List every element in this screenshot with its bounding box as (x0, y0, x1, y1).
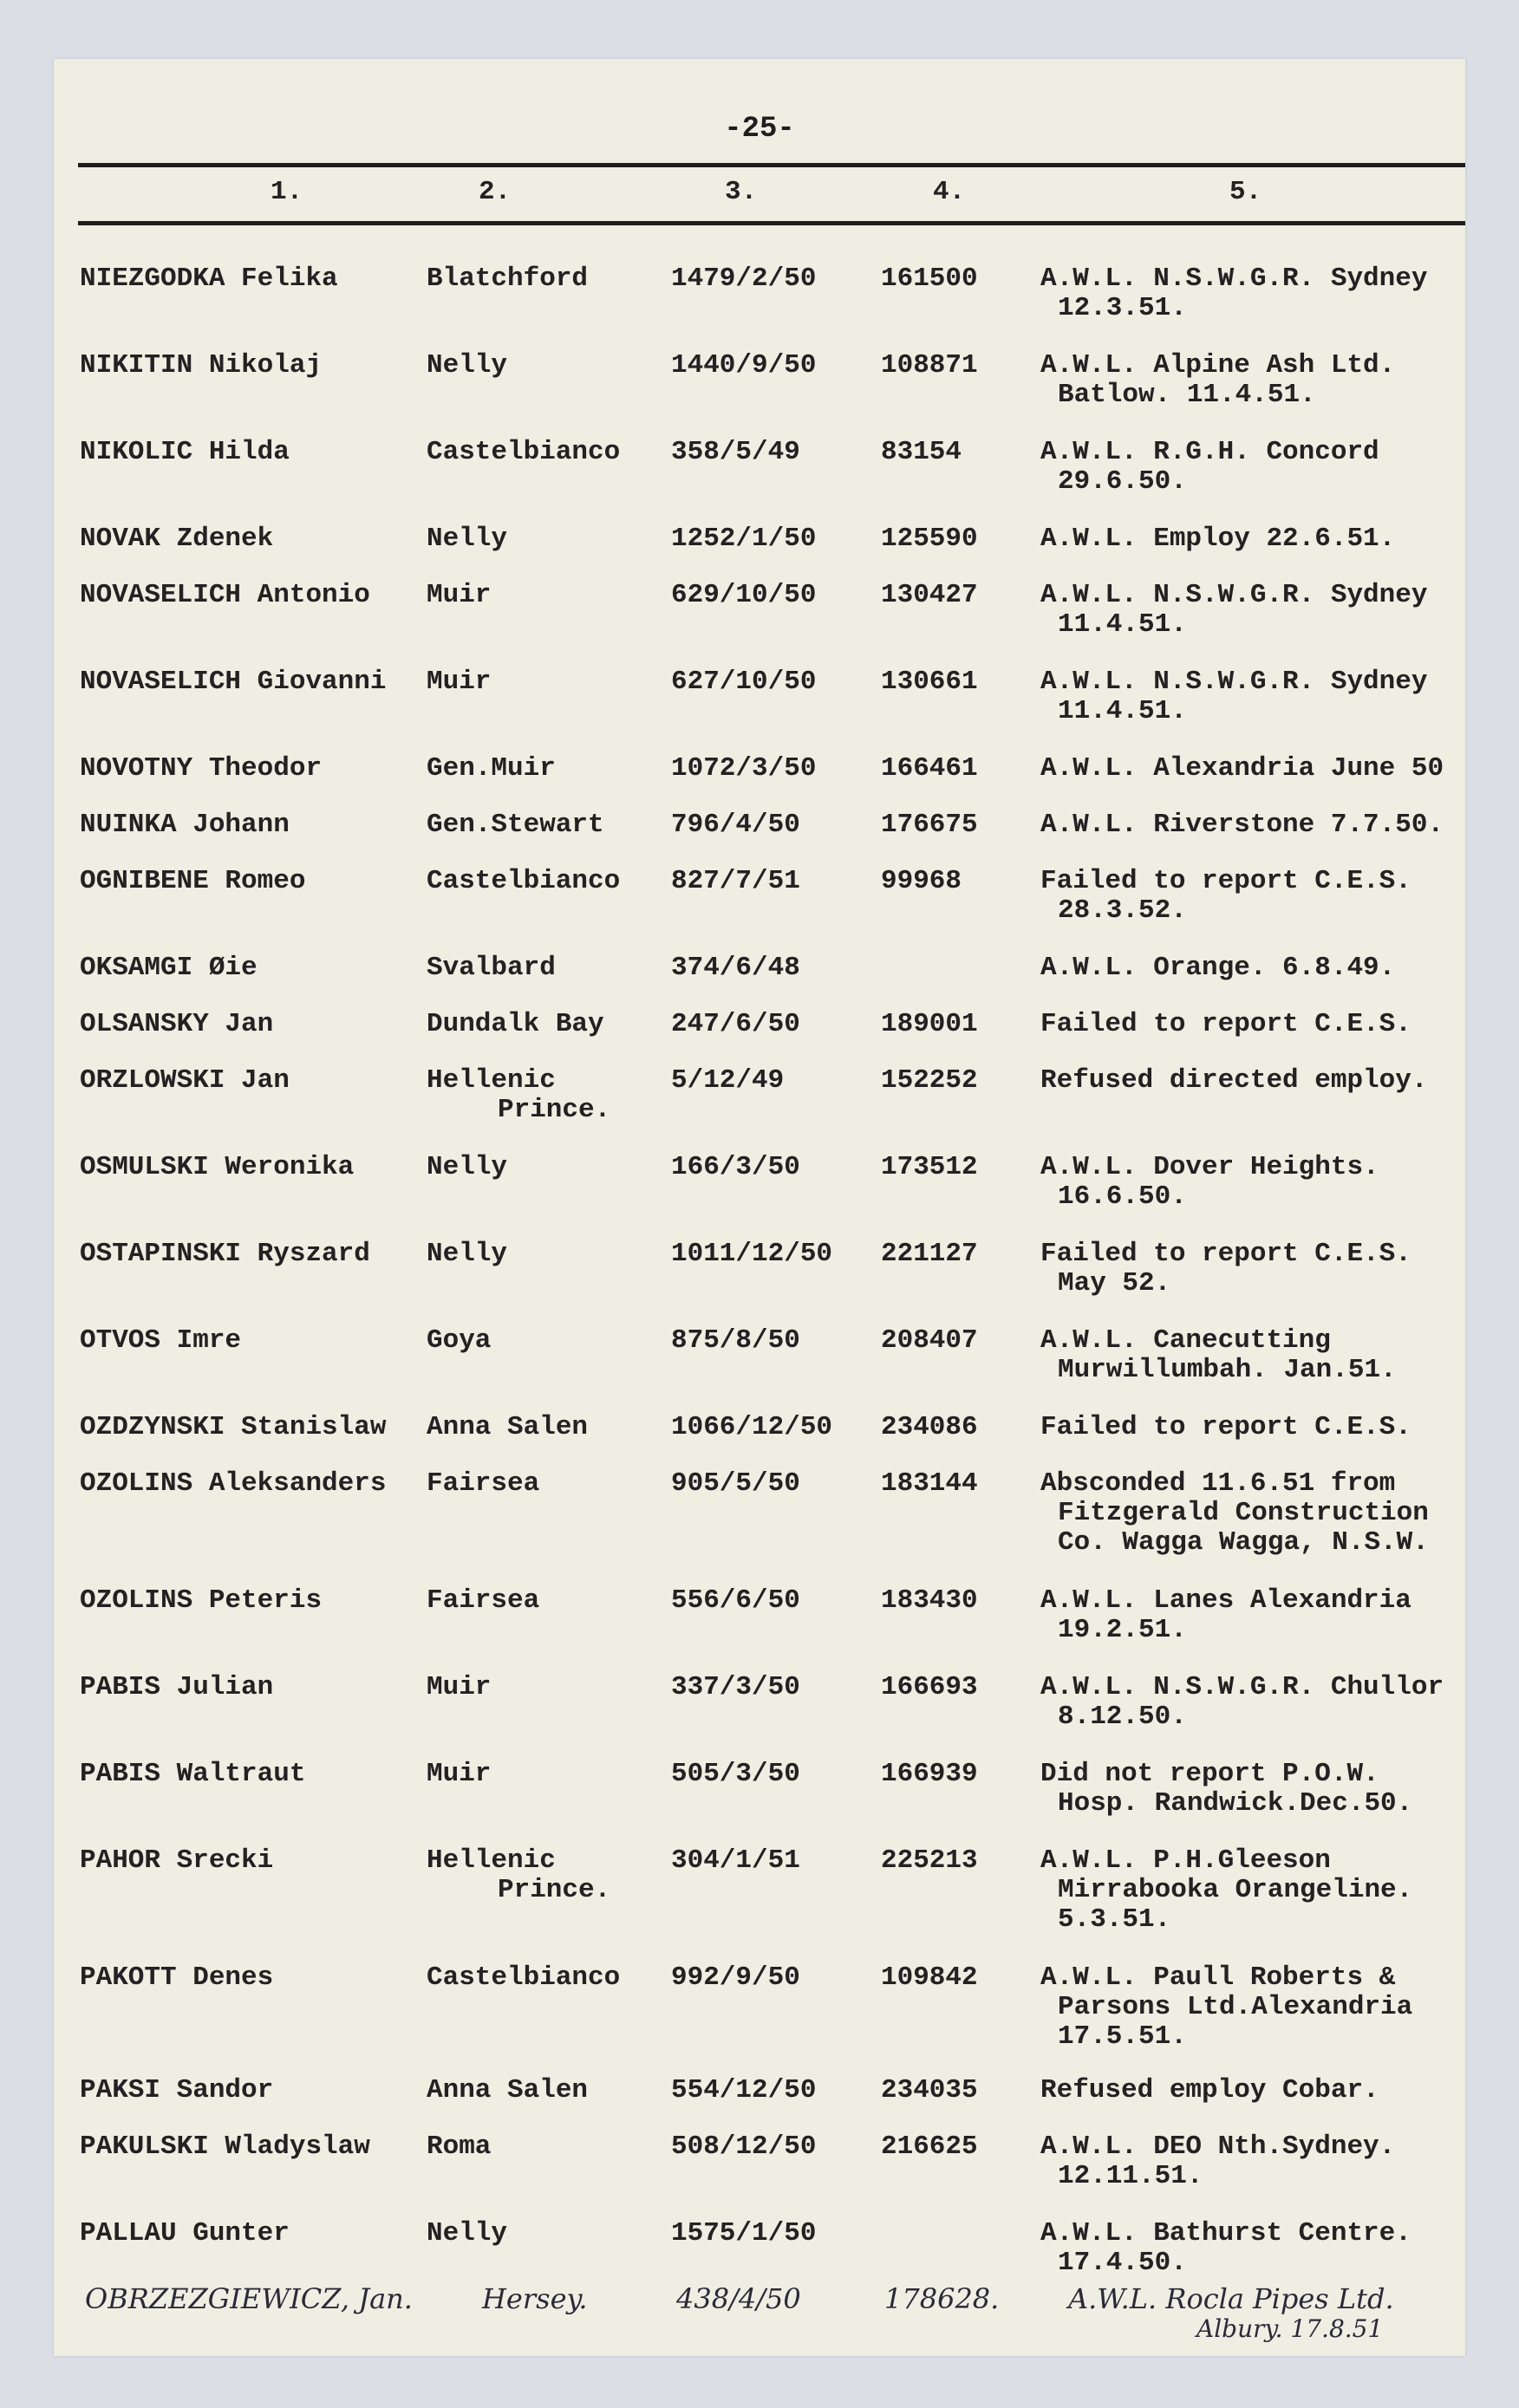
row-ref: 337/3/50 (671, 1672, 800, 1702)
row-remarks-line-1: A.W.L. R.G.H. Concord (1040, 437, 1379, 467)
row-number: 216625 (881, 2131, 978, 2162)
row-remarks: Refused directed employ. (1040, 1065, 1428, 1096)
row-ref: 358/5/49 (671, 437, 800, 467)
row-ship: Castelbianco (427, 1962, 621, 1993)
column-header-1: 1. (271, 177, 303, 207)
row-remarks: A.W.L. Riverstone 7.7.50. (1040, 810, 1444, 840)
row-remarks-line-1: A.W.L. P.H.Gleeson (1040, 1845, 1331, 1876)
row-name: PALLAU Gunter (80, 2218, 290, 2249)
row-number: 183144 (881, 1468, 978, 1499)
row-ship-line-2: Prince. (498, 1875, 611, 1905)
row-ship: Goya (427, 1325, 492, 1356)
row-ship: Muir (427, 580, 492, 610)
row-remarks-line-3: 17.5.51. (1058, 2021, 1187, 2052)
row-number: 166461 (881, 753, 978, 784)
row-remarks-line-2: 29.6.50. (1058, 466, 1187, 497)
row-remarks-line-1: Failed to report C.E.S. (1040, 866, 1411, 896)
row-ref: 1011/12/50 (671, 1239, 833, 1269)
row-remarks-line-2: 12.3.51. (1058, 293, 1187, 323)
row-number: 152252 (881, 1065, 978, 1096)
row-ship: Blatchford (427, 264, 589, 294)
row-number: 221127 (881, 1239, 978, 1269)
row-ref: 1440/9/50 (671, 350, 817, 381)
row-remarks-line-1: A.W.L. Dover Heights. (1040, 1152, 1379, 1182)
row-remarks-line-1: Failed to report C.E.S. (1040, 1239, 1411, 1269)
row-name: NOVAK Zdenek (80, 524, 274, 554)
row-ref: 629/10/50 (671, 580, 817, 610)
row-ref: 1066/12/50 (671, 1412, 833, 1442)
row-name: OTVOS Imre (80, 1325, 242, 1356)
row-number: 234035 (881, 2075, 978, 2105)
row-remarks: A.W.L. Alexandria June 50 (1040, 753, 1444, 784)
handwritten-remarks-line-2: Albury. 17.8.51 (1196, 2314, 1384, 2343)
row-remarks-line-1: A.W.L. Alpine Ash Ltd. (1040, 350, 1396, 381)
row-remarks-line-3: Co. Wagga Wagga, N.S.W. (1058, 1527, 1429, 1558)
row-ref: 1575/1/50 (671, 2218, 817, 2249)
row-remarks-line-1: A.W.L. Lanes Alexandria (1040, 1585, 1411, 1616)
row-remarks: Refused employ Cobar. (1040, 2075, 1379, 2105)
row-name: NIEZGODKA Felika (80, 264, 338, 294)
row-ship: Fairsea (427, 1468, 540, 1499)
row-name: PAKOTT Denes (80, 1962, 274, 1993)
row-remarks: Failed to report C.E.S. (1040, 1009, 1411, 1039)
row-ref: 556/6/50 (671, 1585, 800, 1616)
row-remarks-line-1: A.W.L. Paull Roberts & (1040, 1962, 1396, 1993)
row-remarks-line-2: 11.4.51. (1058, 609, 1187, 640)
row-name: PABIS Julian (80, 1672, 274, 1702)
column-header-4: 4. (933, 177, 966, 207)
row-remarks-line-2: Murwillumbah. Jan.51. (1058, 1355, 1397, 1385)
row-ship: Castelbianco (427, 866, 621, 896)
row-remarks-line-1: A.W.L. DEO Nth.Sydney. (1040, 2131, 1396, 2162)
row-number: 108871 (881, 350, 978, 381)
row-number: 208407 (881, 1325, 978, 1356)
row-ref: 875/8/50 (671, 1325, 800, 1356)
row-ref: 304/1/51 (671, 1845, 800, 1876)
row-number: 189001 (881, 1009, 978, 1039)
row-remarks-line-2: 17.4.50. (1058, 2248, 1187, 2278)
row-number: 99968 (881, 866, 962, 896)
row-remarks-line-1: Absconded 11.6.51 from (1040, 1468, 1396, 1499)
row-remarks-line-2: Fitzgerald Construction (1058, 1498, 1429, 1528)
handwritten-ref: 438/4/50 (676, 2282, 801, 2315)
row-remarks-line-3: 5.3.51. (1058, 1904, 1171, 1935)
row-name: ORZLOWSKI Jan (80, 1065, 290, 1096)
row-ship: Nelly (427, 1152, 508, 1182)
row-remarks-line-2: 8.12.50. (1058, 1702, 1187, 1732)
row-ref: 247/6/50 (671, 1009, 800, 1039)
handwritten-name: OBRZEZGIEWICZ, Jan. (85, 2282, 413, 2315)
row-remarks-line-1: Did not report P.O.W. (1040, 1759, 1379, 1789)
row-remarks-line-2: 16.6.50. (1058, 1181, 1187, 1212)
row-ref: 796/4/50 (671, 810, 800, 840)
row-remarks: Failed to report C.E.S. (1040, 1412, 1411, 1442)
row-name: PAKSI Sandor (80, 2075, 274, 2105)
row-ship: Fairsea (427, 1585, 540, 1616)
column-header-3: 3. (725, 177, 758, 207)
row-number: 234086 (881, 1412, 978, 1442)
row-number: 130661 (881, 667, 978, 697)
row-remarks-line-2: Batlow. 11.4.51. (1058, 380, 1316, 410)
row-ship: Nelly (427, 1239, 508, 1269)
row-remarks-line-2: Parsons Ltd.Alexandria (1058, 1992, 1413, 2022)
row-remarks-line-1: A.W.L. Canecutting (1040, 1325, 1331, 1356)
row-ship-line-2: Prince. (498, 1095, 611, 1125)
row-ref: 508/12/50 (671, 2131, 817, 2162)
row-name: NUINKA Johann (80, 810, 290, 840)
row-number: 130427 (881, 580, 978, 610)
row-ship: Svalbard (427, 953, 556, 983)
row-name: PABIS Waltraut (80, 1759, 306, 1789)
row-remarks-line-1: A.W.L. N.S.W.G.R. Sydney (1040, 580, 1428, 610)
row-number: 125590 (881, 524, 978, 554)
row-name: NOVASELICH Antonio (80, 580, 370, 610)
row-remarks-line-2: 12.11.51. (1058, 2161, 1203, 2191)
row-number: 183430 (881, 1585, 978, 1616)
row-name: NOVASELICH Giovanni (80, 667, 387, 697)
row-ship-line-1: Hellenic (427, 1065, 556, 1096)
row-number: 173512 (881, 1152, 978, 1182)
row-remarks-line-2: 19.2.51. (1058, 1615, 1187, 1645)
row-ship: Roma (427, 2131, 492, 2162)
row-name: OKSAMGI Øie (80, 953, 258, 983)
row-name: NOVOTNY Theodor (80, 753, 323, 784)
row-ship: Nelly (427, 350, 508, 381)
row-name: OSMULSKI Weronika (80, 1152, 355, 1182)
row-ref: 905/5/50 (671, 1468, 800, 1499)
row-number: 109842 (881, 1962, 978, 1993)
row-ship: Castelbianco (427, 437, 621, 467)
row-name: OLSANSKY Jan (80, 1009, 274, 1039)
row-ship: Muir (427, 1759, 492, 1789)
row-ship: Gen.Stewart (427, 810, 604, 840)
row-number: 166939 (881, 1759, 978, 1789)
row-remarks: A.W.L. Employ 22.6.51. (1040, 524, 1396, 554)
row-ref: 827/7/51 (671, 866, 800, 896)
row-ref: 1252/1/50 (671, 524, 817, 554)
row-ref: 374/6/48 (671, 953, 800, 983)
row-remarks-line-1: A.W.L. Bathurst Centre. (1040, 2218, 1411, 2249)
row-name: OZOLINS Peteris (80, 1585, 323, 1616)
row-number: 161500 (881, 264, 978, 294)
row-remarks-line-2: Hosp. Randwick.Dec.50. (1058, 1788, 1413, 1819)
row-ship: Muir (427, 667, 492, 697)
row-name: OGNIBENE Romeo (80, 866, 306, 896)
row-ref: 627/10/50 (671, 667, 817, 697)
handwritten-ship: Hersey. (482, 2282, 588, 2315)
header-rule-bottom (78, 221, 1465, 225)
column-header-5: 5. (1229, 177, 1262, 207)
row-ref: 1479/2/50 (671, 264, 817, 294)
row-name: NIKITIN Nikolaj (80, 350, 323, 381)
handwritten-number: 178628. (884, 2282, 1000, 2315)
page-number: -25- (724, 113, 795, 146)
row-name: PAKULSKI Wladyslaw (80, 2131, 370, 2162)
row-remarks-line-1: A.W.L. N.S.W.G.R. Chullor (1040, 1672, 1444, 1702)
row-ref: 5/12/49 (671, 1065, 785, 1096)
handwritten-remarks-line-1: A.W.L. Rocla Pipes Ltd. (1068, 2282, 1394, 2315)
row-number: 83154 (881, 437, 962, 467)
row-number: 176675 (881, 810, 978, 840)
row-name: NIKOLIC Hilda (80, 437, 290, 467)
row-remarks-line-2: 11.4.51. (1058, 696, 1187, 726)
row-ship: Anna Salen (427, 1412, 589, 1442)
row-number: 166693 (881, 1672, 978, 1702)
row-remarks-line-1: A.W.L. N.S.W.G.R. Sydney (1040, 667, 1428, 697)
row-remarks-line-2: 28.3.52. (1058, 895, 1187, 926)
row-name: PAHOR Srecki (80, 1845, 274, 1876)
row-remarks: A.W.L. Orange. 6.8.49. (1040, 953, 1396, 983)
row-name: OSTAPINSKI Ryszard (80, 1239, 370, 1269)
row-ref: 1072/3/50 (671, 753, 817, 784)
header-rule-top (78, 163, 1465, 167)
row-remarks-line-1: A.W.L. N.S.W.G.R. Sydney (1040, 264, 1428, 294)
row-ship: Nelly (427, 2218, 508, 2249)
row-name: OZDZYNSKI Stanislaw (80, 1412, 387, 1442)
row-ship: Nelly (427, 524, 508, 554)
column-header-2: 2. (479, 177, 512, 207)
row-ship: Dundalk Bay (427, 1009, 604, 1039)
row-remarks-line-2: May 52. (1058, 1268, 1171, 1298)
row-remarks-line-2: Mirrabooka Orangeline. (1058, 1875, 1413, 1905)
row-ship-line-1: Hellenic (427, 1845, 556, 1876)
row-name: OZOLINS Aleksanders (80, 1468, 387, 1499)
row-ship: Gen.Muir (427, 753, 556, 784)
row-ref: 166/3/50 (671, 1152, 800, 1182)
row-ship: Anna Salen (427, 2075, 589, 2105)
row-ship: Muir (427, 1672, 492, 1702)
row-ref: 992/9/50 (671, 1962, 800, 1993)
row-ref: 554/12/50 (671, 2075, 817, 2105)
row-number: 225213 (881, 1845, 978, 1876)
row-ref: 505/3/50 (671, 1759, 800, 1789)
